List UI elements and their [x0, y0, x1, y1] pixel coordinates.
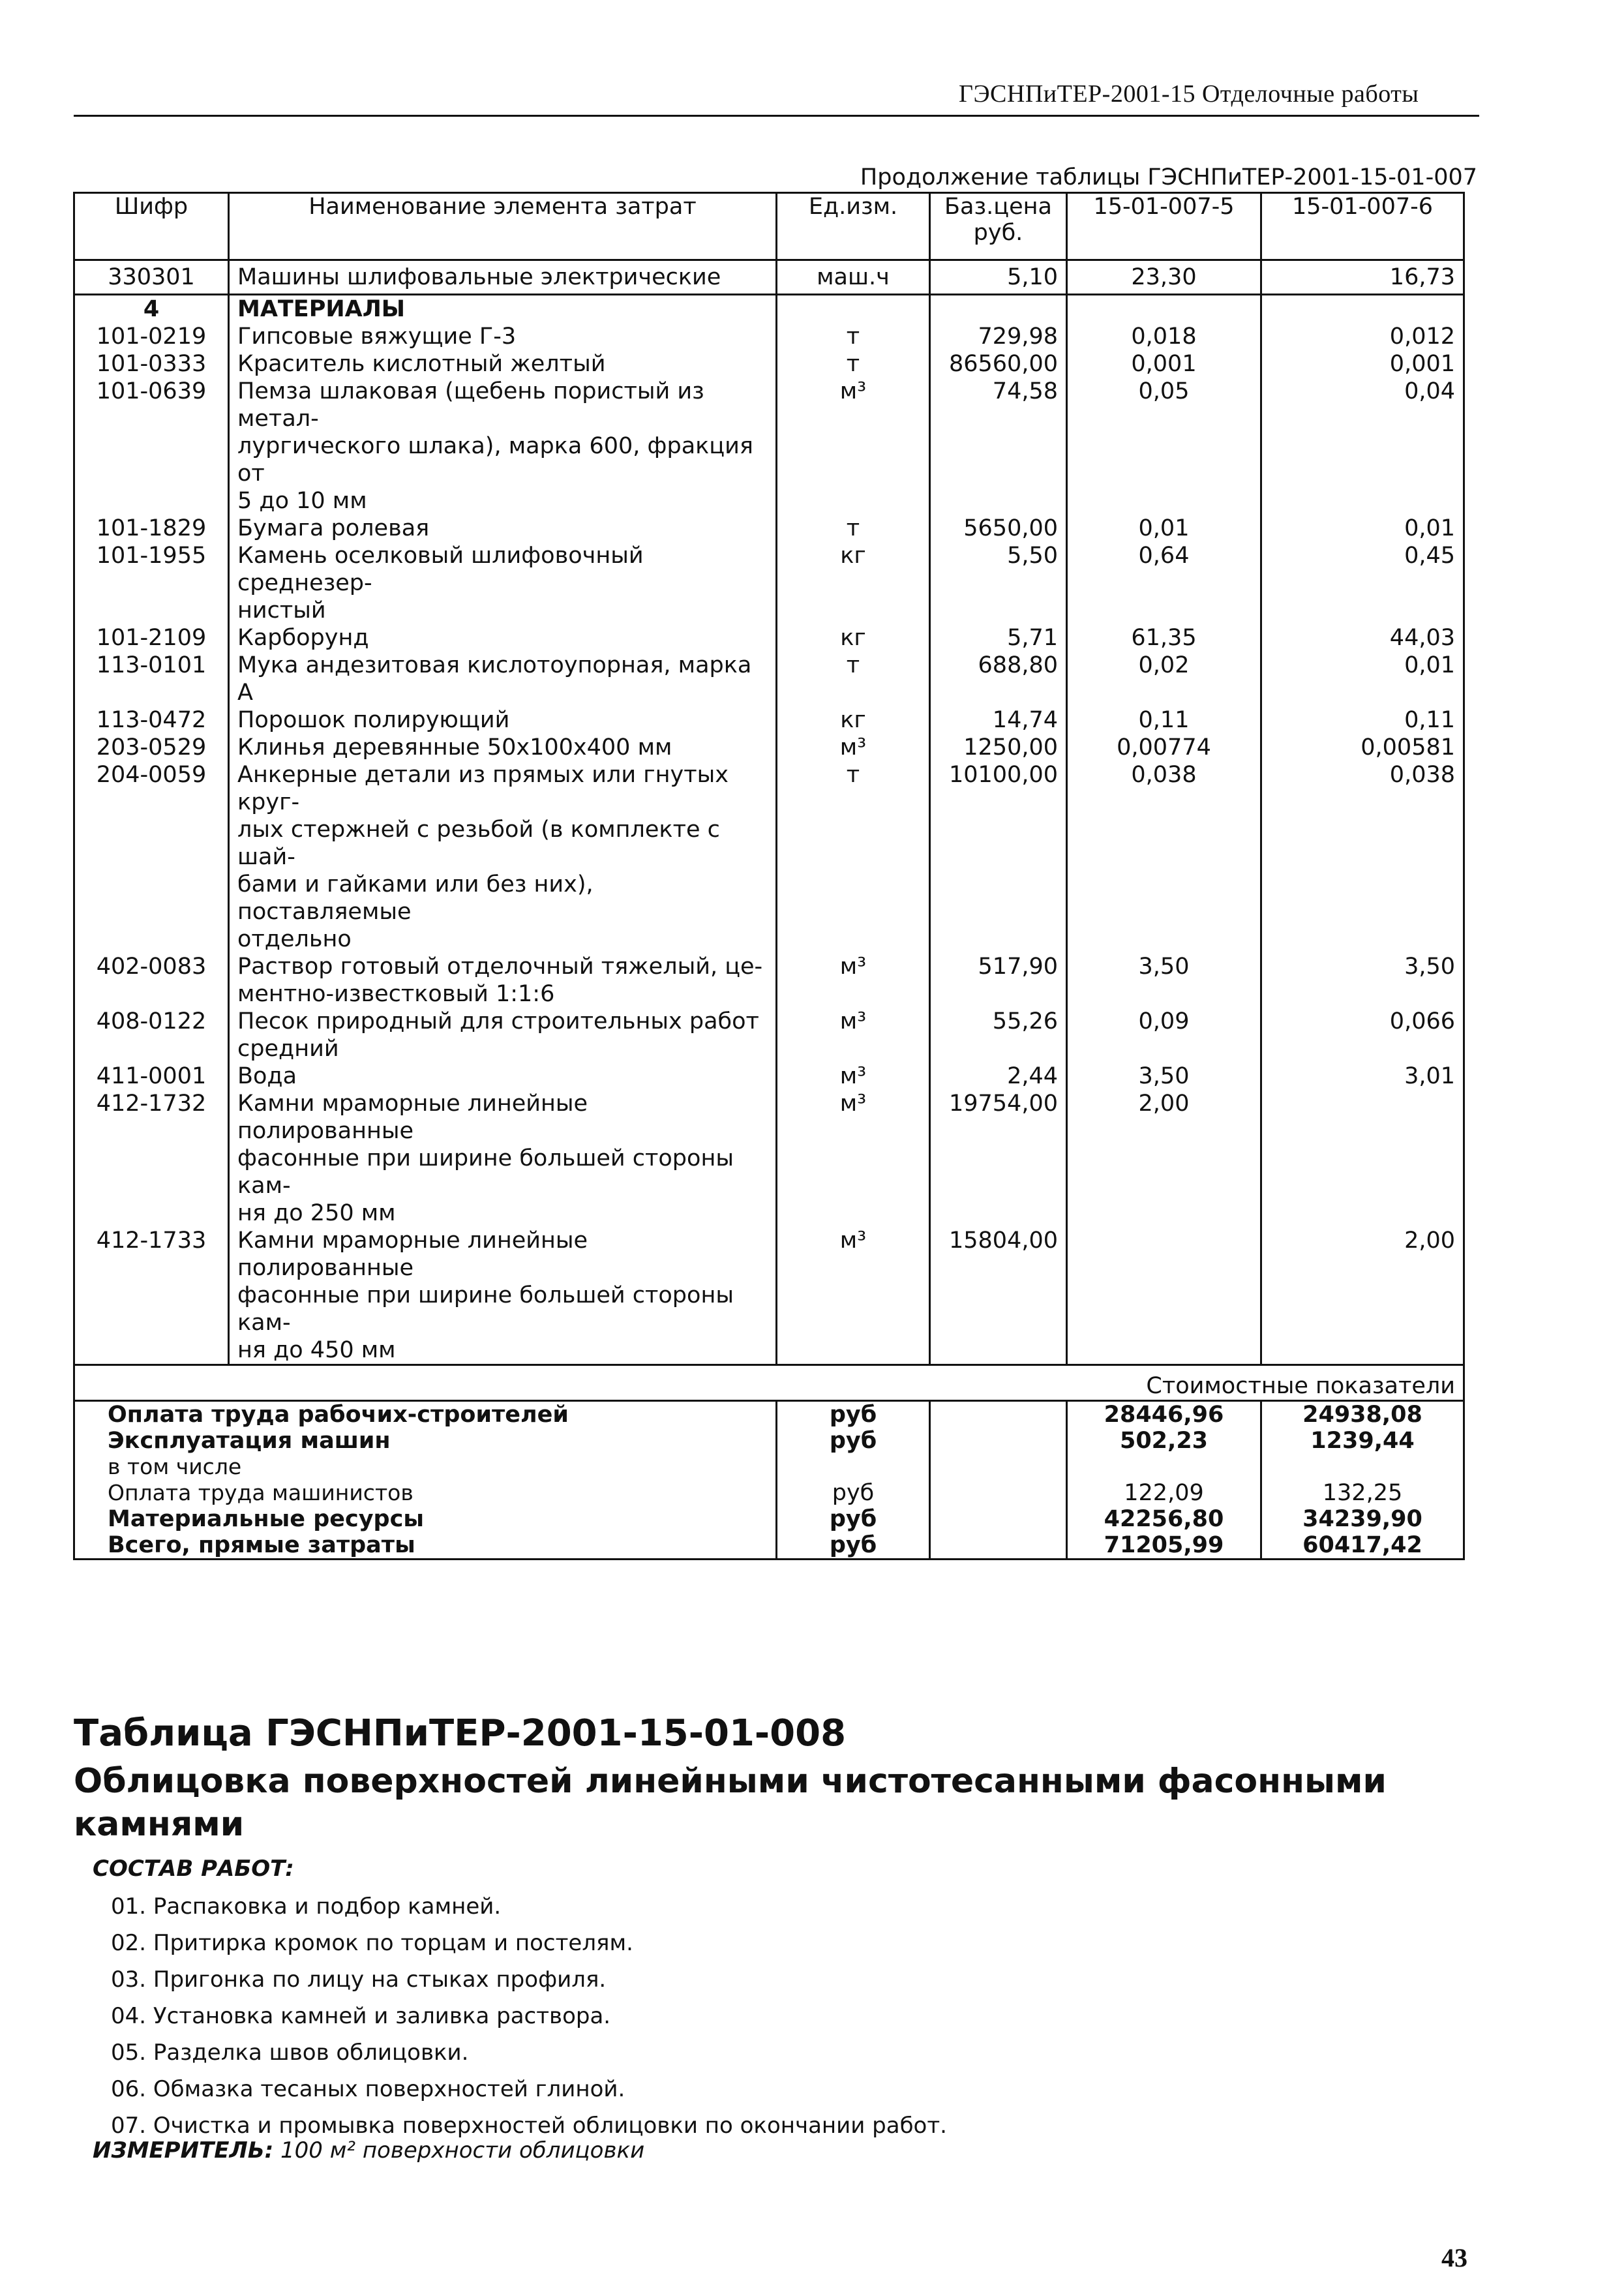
cost-value: 1239,44 — [1261, 1428, 1464, 1454]
table-cell: 203-0529 — [74, 734, 229, 761]
table-cell: м³ — [777, 1008, 930, 1063]
table-row — [74, 323, 1464, 350]
table-row — [74, 624, 1464, 652]
table-cell: 0,001 — [1261, 350, 1464, 378]
table-cell: 0,00581 — [1261, 734, 1464, 761]
column-header: Шифр — [74, 193, 229, 260]
table-cell: 3,50 — [1261, 953, 1464, 1008]
work-step: 04. Установка камней и заливка раствора. — [111, 2003, 611, 2029]
table-row — [74, 652, 1464, 706]
table-cell: 0,066 — [1261, 1008, 1464, 1063]
column-header: 15-01-007-6 — [1261, 193, 1464, 260]
table-cell: м³ — [777, 734, 930, 761]
cost-row — [74, 1401, 1464, 1428]
cost-row — [74, 1480, 1464, 1506]
cost-name: в том числе — [74, 1454, 777, 1480]
cost-value: 122,09 — [1067, 1480, 1261, 1506]
cost-value: 24938,08 — [1261, 1401, 1464, 1428]
cost-row — [74, 1454, 1464, 1480]
table-cell: т — [777, 350, 930, 378]
work-step: 05. Разделка швов облицовки. — [111, 2040, 469, 2066]
table-cell: 101-1955 — [74, 542, 229, 624]
table-row — [74, 1063, 1464, 1090]
table-cell — [930, 1532, 1067, 1560]
table-cell: 2,00 — [1261, 1227, 1464, 1365]
meter-value: 100 м² поверхности облицовки — [280, 2137, 645, 2164]
table-cell: м³ — [777, 1063, 930, 1090]
table-cell: 23,30 — [1067, 260, 1261, 295]
table-cell: 0,01 — [1067, 515, 1261, 542]
table-cell: 0,001 — [1067, 350, 1261, 378]
meter-line — [93, 2137, 644, 2164]
table-cell: 16,73 — [1261, 260, 1464, 295]
table-cell: 5,10 — [930, 260, 1067, 295]
table-cell: 3,50 — [1067, 953, 1261, 1008]
table-cell: 0,038 — [1261, 761, 1464, 953]
table-cell: 15804,00 — [930, 1227, 1067, 1365]
table-cell: 44,03 — [1261, 624, 1464, 652]
table-cell: 0,11 — [1067, 706, 1261, 734]
table-row — [74, 734, 1464, 761]
cost-unit: руб — [777, 1506, 930, 1532]
section-name: МАТЕРИАЛЫ — [229, 295, 777, 324]
table-cell: 55,26 — [930, 1008, 1067, 1063]
table-cell — [930, 1428, 1067, 1454]
table-cell: 74,58 — [930, 378, 1067, 515]
table-cell: 0,018 — [1067, 323, 1261, 350]
table-cell: 0,01 — [1261, 515, 1464, 542]
cost-value: 42256,80 — [1067, 1506, 1261, 1532]
table-cell: Гипсовые вяжущие Г-3 — [229, 323, 777, 350]
table-cell: 113-0472 — [74, 706, 229, 734]
table-cell: Машины шлифовальные электрические — [229, 260, 777, 295]
table-cell — [777, 295, 930, 324]
table-cell: т — [777, 515, 930, 542]
page-number: 43 — [1441, 2243, 1467, 2272]
meter-label: ИЗМЕРИТЕЛЬ: — [93, 2137, 274, 2164]
table-cell: 412-1733 — [74, 1227, 229, 1365]
table-cell: 101-0639 — [74, 378, 229, 515]
table-cell: 113-0101 — [74, 652, 229, 706]
table-cell: м³ — [777, 1090, 930, 1227]
table-cell: 729,98 — [930, 323, 1067, 350]
cost-unit: руб — [777, 1532, 930, 1560]
table-header-row — [74, 193, 1464, 260]
table-cell: 0,02 — [1067, 652, 1261, 706]
next-table-title: Таблица ГЭСНПиТЕР-2001-15-01-008 — [74, 1712, 847, 1755]
cost-name: Материальные ресурсы — [74, 1506, 777, 1532]
table-cell: 0,038 — [1067, 761, 1261, 953]
cost-value: 132,25 — [1261, 1480, 1464, 1506]
cost-unit: руб — [777, 1428, 930, 1454]
table-cell: Песок природный для строительных работ средний — [229, 1008, 777, 1063]
table-row — [74, 706, 1464, 734]
table-cell: т — [777, 323, 930, 350]
section-code: 4 — [74, 295, 229, 324]
table-row — [74, 542, 1464, 624]
table-cell: 101-0333 — [74, 350, 229, 378]
table-row — [74, 1090, 1464, 1227]
table-cell: 101-2109 — [74, 624, 229, 652]
work-step: 03. Пригонка по лицу на стыках профиля. — [111, 1967, 607, 1993]
table-cell: т — [777, 761, 930, 953]
table-cell — [1067, 295, 1261, 324]
table-cell: 402-0083 — [74, 953, 229, 1008]
table-cell: 2,00 — [1067, 1090, 1261, 1227]
cost-unit: руб — [777, 1401, 930, 1428]
table-cell: Карборунд — [229, 624, 777, 652]
work-step: 02. Притирка кромок по торцам и постелям. — [111, 1930, 633, 1956]
table-row — [74, 260, 1464, 295]
table-cell: м³ — [777, 953, 930, 1008]
table-row — [74, 1008, 1464, 1063]
table-cell: кг — [777, 624, 930, 652]
table-cell: 0,64 — [1067, 542, 1261, 624]
table-row — [74, 350, 1464, 378]
table-cell: 688,80 — [930, 652, 1067, 706]
table-cell: Вода — [229, 1063, 777, 1090]
table-cell: 61,35 — [1067, 624, 1261, 652]
column-header: Ед.изм. — [777, 193, 930, 260]
table-cell: маш.ч — [777, 260, 930, 295]
table-cell: 517,90 — [930, 953, 1067, 1008]
cost-row — [74, 1532, 1464, 1560]
cost-value: 60417,42 — [1261, 1532, 1464, 1560]
table-cell — [1261, 1090, 1464, 1227]
table-cell — [930, 1454, 1067, 1480]
table-cell: м³ — [777, 1227, 930, 1365]
work-step: 06. Обмазка тесаных поверхностей глиной. — [111, 2076, 625, 2102]
table-cell: 408-0122 — [74, 1008, 229, 1063]
cost-value: 71205,99 — [1067, 1532, 1261, 1560]
table-row — [74, 515, 1464, 542]
table-cell: Раствор готовый отделочный тяжелый, це- ментно-известковый 1:1:6 — [229, 953, 777, 1008]
table-row — [74, 953, 1464, 1008]
table-cell: 14,74 — [930, 706, 1067, 734]
table-cell: 0,45 — [1261, 542, 1464, 624]
table-cell: 10100,00 — [930, 761, 1067, 953]
work-step: 01. Распаковка и подбор камней. — [111, 1893, 502, 1920]
table-cell: Краситель кислотный желтый — [229, 350, 777, 378]
cost-row — [74, 1428, 1464, 1454]
table-row — [74, 378, 1464, 515]
cost-name: Всего, прямые затраты — [74, 1532, 777, 1560]
table-cell: Камни мраморные линейные полированные фасонные при ширине большей стороны кам- ня до 450 мм — [229, 1227, 777, 1365]
table-cell: 86560,00 — [930, 350, 1067, 378]
table-cell: 2,44 — [930, 1063, 1067, 1090]
table-cell: м³ — [777, 378, 930, 515]
table-cell — [1067, 1227, 1261, 1365]
table-cell — [1261, 295, 1464, 324]
table-continuation-note: Продолжение таблицы ГЭСНПиТЕР-2001-15-01-007 — [860, 164, 1477, 190]
table-cell — [930, 1480, 1067, 1506]
table-cell: 0,11 — [1261, 706, 1464, 734]
table-cell: 5650,00 — [930, 515, 1067, 542]
table-cell: Бумага ролевая — [229, 515, 777, 542]
table-cell: т — [777, 652, 930, 706]
table-cell: Мука андезитовая кислотоупорная, марка А — [229, 652, 777, 706]
table-cell: 0,09 — [1067, 1008, 1261, 1063]
work-composition-label: СОСТАВ РАБОТ: — [93, 1856, 294, 1882]
table-cell: Камень оселковый шлифовочный среднезер- нистый — [229, 542, 777, 624]
cost-name: Эксплуатация машин — [74, 1428, 777, 1454]
table-cell: 101-0219 — [74, 323, 229, 350]
work-steps-list — [111, 1888, 947, 2144]
work-step: 07. Очистка и промывка поверхностей облицовки по окончании работ. — [111, 2113, 947, 2139]
table-cell: 0,00774 — [1067, 734, 1261, 761]
cost-unit: руб — [777, 1480, 930, 1506]
table-cell: 0,01 — [1261, 652, 1464, 706]
next-table-subtitle: Облицовка поверхностей линейными чистотесанными фасонными камнями — [74, 1762, 1387, 1844]
table-cell: 330301 — [74, 260, 229, 295]
table-cell: Порошок полирующий — [229, 706, 777, 734]
cost-row — [74, 1506, 1464, 1532]
cost-header-row — [74, 1365, 1464, 1401]
cost-value — [1261, 1454, 1464, 1480]
column-header: 15-01-007-5 — [1067, 193, 1261, 260]
cost-header: Стоимостные показатели — [74, 1365, 1464, 1401]
table-cell: Камни мраморные линейные полированные фасонные при ширине большей стороны кам- ня до 250 мм — [229, 1090, 777, 1227]
table-cell: 5,71 — [930, 624, 1067, 652]
cost-value: 34239,90 — [1261, 1506, 1464, 1532]
cost-value — [1067, 1454, 1261, 1480]
table-cell: Анкерные детали из прямых или гнутых круг- лых стержней с резьбой (в комплекте с шай- бами и гайками или без них), поставляемые отдельно — [229, 761, 777, 953]
section-row — [74, 295, 1464, 324]
table-cell: Пемза шлаковая (щебень пористый из метал- лургического шлака), марка 600, фракция от 5 до 10 мм — [229, 378, 777, 515]
table-cell: 3,01 — [1261, 1063, 1464, 1090]
column-header: Наименование элемента затрат — [229, 193, 777, 260]
table-cell: кг — [777, 542, 930, 624]
table-cell: 5,50 — [930, 542, 1067, 624]
rates-table — [73, 192, 1465, 1560]
table-cell: 0,04 — [1261, 378, 1464, 515]
table-cell: Клинья деревянные 50x100x400 мм — [229, 734, 777, 761]
table-cell: кг — [777, 706, 930, 734]
cost-unit — [777, 1454, 930, 1480]
table-cell: 204-0059 — [74, 761, 229, 953]
table-cell: 19754,00 — [930, 1090, 1067, 1227]
cost-value: 28446,96 — [1067, 1401, 1261, 1428]
table-cell — [930, 295, 1067, 324]
running-title: ГЭСНПиТЕР-2001-15 Отделочные работы — [959, 80, 1419, 108]
cost-value: 502,23 — [1067, 1428, 1261, 1454]
table-cell: 101-1829 — [74, 515, 229, 542]
table-cell — [930, 1506, 1067, 1532]
table-cell: 1250,00 — [930, 734, 1067, 761]
table-row — [74, 1227, 1464, 1365]
header-rule — [74, 115, 1479, 117]
table-cell — [930, 1401, 1067, 1428]
table-cell: 412-1732 — [74, 1090, 229, 1227]
table-cell: 0,05 — [1067, 378, 1261, 515]
table-cell: 0,012 — [1261, 323, 1464, 350]
cost-name: Оплата труда рабочих-строителей — [74, 1401, 777, 1428]
table-cell: 411-0001 — [74, 1063, 229, 1090]
table-row — [74, 761, 1464, 953]
column-header: Баз.цена руб. — [930, 193, 1067, 260]
table-cell: 3,50 — [1067, 1063, 1261, 1090]
cost-name: Оплата труда машинистов — [74, 1480, 777, 1506]
